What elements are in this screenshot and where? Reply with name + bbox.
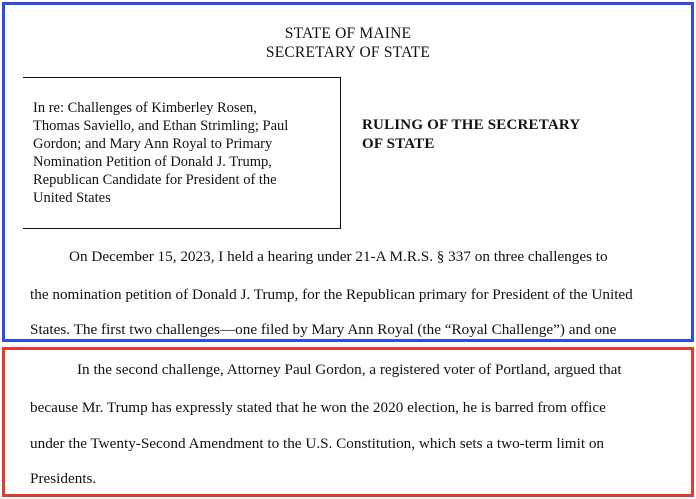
paragraph-line: In the second challenge, Attorney Paul Gordon, a registered voter of Portland, argued that xyxy=(77,361,622,378)
paragraph-line: because Mr. Trump has expressly stated that he won the 2020 election, he is barred from office xyxy=(30,399,606,416)
paragraph-line: States. The first two challenges—one filed by Mary Ann Royal (the “Royal Challenge”) and one xyxy=(30,321,617,338)
paragraph-line: the nomination petition of Donald J. Trump, for the Republican primary for President of the United xyxy=(30,286,633,303)
caption-line: United States xyxy=(33,190,111,206)
document-excerpt-bottom xyxy=(2,347,694,497)
ruling-title-line-1: RULING OF THE SECRETARY xyxy=(362,117,581,133)
paragraph-line: under the Twenty-Second Amendment to the U.S. Constitution, which sets a two-term limit on xyxy=(30,435,605,452)
document-excerpt-top xyxy=(2,2,694,342)
caption-line: Gordon; and Mary Ann Royal to Primary xyxy=(33,136,273,152)
caption-line: Republican Candidate for President of the xyxy=(33,172,277,188)
caption-line: Nomination Petition of Donald J. Trump, xyxy=(33,154,272,170)
caption-line: In re: Challenges of Kimberley Rosen, xyxy=(33,100,257,116)
caption-line: Thomas Saviello, and Ethan Strimling; Paul xyxy=(33,118,289,134)
paragraph-line: On December 15, 2023, I held a hearing under 21-A M.R.S. § 337 on three challenges to xyxy=(69,248,608,265)
case-caption-box xyxy=(23,77,341,229)
ruling-title-line-2: OF STATE xyxy=(362,136,435,152)
agency-header-line-2: SECRETARY OF STATE xyxy=(265,44,431,61)
agency-header-line-1: STATE OF MAINE xyxy=(284,25,412,42)
paragraph-line: Presidents. xyxy=(30,470,97,487)
